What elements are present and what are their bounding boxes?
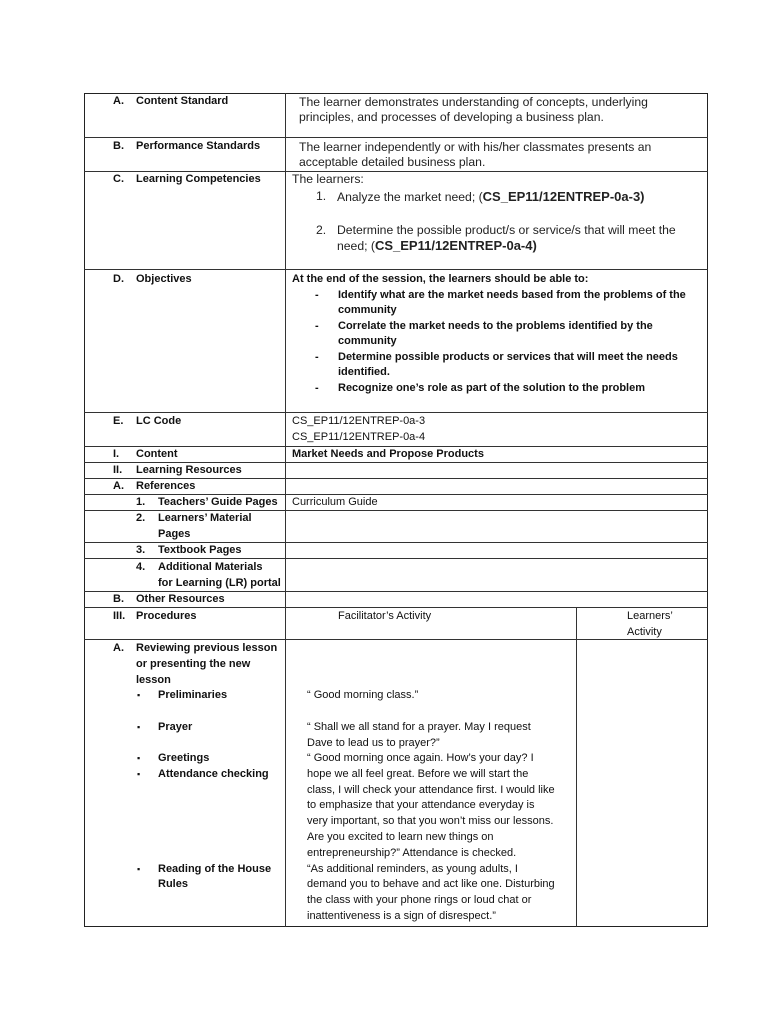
competency-item: Analyze the market need; (CS_EP11/12ENTREP-0a-3) xyxy=(337,189,645,204)
lc-code-value: CS_EP11/12ENTREP-0a-4 xyxy=(292,431,426,443)
row-divider xyxy=(84,269,708,270)
step-house-rules: Rules xyxy=(158,878,188,890)
bullet-icon: ▪ xyxy=(137,769,141,779)
competency-code: CS_EP11/12ENTREP-0a-3) xyxy=(482,189,645,204)
facilitator-line: inattentiveness is a sign of disrespect.” xyxy=(307,910,496,922)
lc-code-label: LC Code xyxy=(136,415,182,427)
reviewing-label: Reviewing previous lesson xyxy=(136,642,278,654)
list-number: 2. xyxy=(316,223,327,237)
reviewing-label: or presenting the new xyxy=(136,658,251,670)
objective-item: Recognize one’s role as part of the solution to the problem xyxy=(338,382,646,394)
facilitator-line: “ Good morning once again. How’s your day? I xyxy=(307,752,534,764)
textbook-label: Textbook Pages xyxy=(158,544,242,556)
learning-competencies-label: Learning Competencies xyxy=(136,173,261,185)
row-divider xyxy=(84,412,708,413)
bullet-icon: ▪ xyxy=(137,690,141,700)
list-dash: - xyxy=(315,289,319,301)
list-number: 2. xyxy=(136,512,146,524)
procedures-label: Procedures xyxy=(136,610,197,622)
content-standard-text: principles, and processes of developing a business plan. xyxy=(299,110,604,124)
content-label: Content xyxy=(136,448,178,460)
row-letter: III. xyxy=(113,610,126,622)
column-divider xyxy=(285,93,286,927)
facilitator-line: class, I will check your attendance first. I would like xyxy=(307,784,555,796)
facilitator-line: demand you to behave and act like one. Disturbing xyxy=(307,878,555,890)
row-letter: II. xyxy=(113,464,123,476)
facilitator-line: Are you excited to learn new things on xyxy=(307,831,494,843)
row-letter: C. xyxy=(113,173,124,185)
list-dash: - xyxy=(315,320,319,332)
objective-item: Identify what are the market needs based from the problems of the xyxy=(338,289,686,301)
facilitator-line: the class with your phone rings or loud chat or xyxy=(307,894,532,906)
step-greetings: Greetings xyxy=(158,752,210,764)
performance-standards-text: acceptable detailed business plan. xyxy=(299,155,486,169)
teachers-guide-value: Curriculum Guide xyxy=(292,496,378,508)
learners-activity-header: Activity xyxy=(627,626,662,638)
facilitator-line: “As additional reminders, as young adults, I xyxy=(307,863,518,875)
learning-resources-label: Learning Resources xyxy=(136,464,242,476)
step-preliminaries: Preliminaries xyxy=(158,689,228,701)
step-house-rules: Reading of the House xyxy=(158,863,272,875)
learners-material-label: Learners’ Material xyxy=(158,512,252,524)
row-letter: I. xyxy=(113,448,120,460)
objective-item: identified. xyxy=(338,366,390,378)
facilitator-line: very important, so that you won’t miss our lessons. xyxy=(307,815,554,827)
list-number: 3. xyxy=(136,544,146,556)
objective-item: community xyxy=(338,335,397,347)
list-number: 1. xyxy=(136,496,146,508)
step-prayer: Prayer xyxy=(158,721,193,733)
step-attendance: Attendance checking xyxy=(158,768,269,780)
row-letter: A. xyxy=(113,480,124,492)
row-letter: B. xyxy=(113,140,124,152)
reviewing-label: lesson xyxy=(136,674,171,686)
bullet-icon: ▪ xyxy=(137,722,141,732)
facilitator-line: hope we all feel great. Before we will start the xyxy=(307,768,529,780)
list-number: 4. xyxy=(136,561,146,573)
row-divider xyxy=(84,137,708,138)
lc-code-value: CS_EP11/12ENTREP-0a-3 xyxy=(292,415,426,427)
objective-item: Determine possible products or services that will meet the needs xyxy=(338,351,678,363)
competencies-intro: The learners: xyxy=(292,172,364,186)
bullet-icon: ▪ xyxy=(137,864,141,874)
competency-item: Determine the possible product/s or service/s that will meet the xyxy=(337,223,676,237)
facilitator-activity-header: Facilitator’s Activity xyxy=(338,610,432,622)
row-letter: A. xyxy=(113,642,124,654)
list-number: 1. xyxy=(316,189,327,203)
objectives-label: Objectives xyxy=(136,273,192,285)
additional-materials-label: Additional Materials xyxy=(158,561,263,573)
facilitator-line: Dave to lead us to prayer?” xyxy=(307,737,440,749)
teachers-guide-label: Teachers’ Guide Pages xyxy=(158,496,278,508)
row-letter: E. xyxy=(113,415,124,427)
competency-code: CS_EP11/12ENTREP-0a-4) xyxy=(374,238,537,253)
performance-standards-text: The learner independently or with his/her classmates presents an xyxy=(299,140,652,154)
facilitator-line: entrepreneurship?” Attendance is checked. xyxy=(307,847,517,859)
other-resources-label: Other Resources xyxy=(136,593,225,605)
list-dash: - xyxy=(315,351,319,363)
list-dash: - xyxy=(315,382,319,394)
competency-item: need; (CS_EP11/12ENTREP-0a-4) xyxy=(337,238,537,253)
column-divider xyxy=(576,607,577,927)
objective-item: Correlate the market needs to the problems identified by the xyxy=(338,320,653,332)
content-value: Market Needs and Propose Products xyxy=(292,448,484,460)
additional-materials-label: for Learning (LR) portal xyxy=(158,577,281,589)
facilitator-line: “ Shall we all stand for a prayer. May I request xyxy=(307,721,531,733)
learners-material-label: Pages xyxy=(158,528,191,540)
row-letter: A. xyxy=(113,95,124,107)
references-label: References xyxy=(136,480,196,492)
facilitator-line: to emphasize that your attendance everyday is xyxy=(307,799,535,811)
facilitator-line: “ Good morning class.” xyxy=(307,689,419,701)
objective-item: community xyxy=(338,304,397,316)
row-letter: B. xyxy=(113,593,124,605)
content-standard-text: The learner demonstrates understanding of concepts, underlying xyxy=(299,95,648,109)
content-standard-label: Content Standard xyxy=(136,95,229,107)
bullet-icon: ▪ xyxy=(137,753,141,763)
performance-standards-label: Performance Standards xyxy=(136,140,261,152)
row-divider xyxy=(84,639,708,640)
learners-activity-header: Learners’ xyxy=(627,610,673,622)
objectives-intro: At the end of the session, the learners should be able to: xyxy=(292,273,589,285)
row-letter: D. xyxy=(113,273,124,285)
